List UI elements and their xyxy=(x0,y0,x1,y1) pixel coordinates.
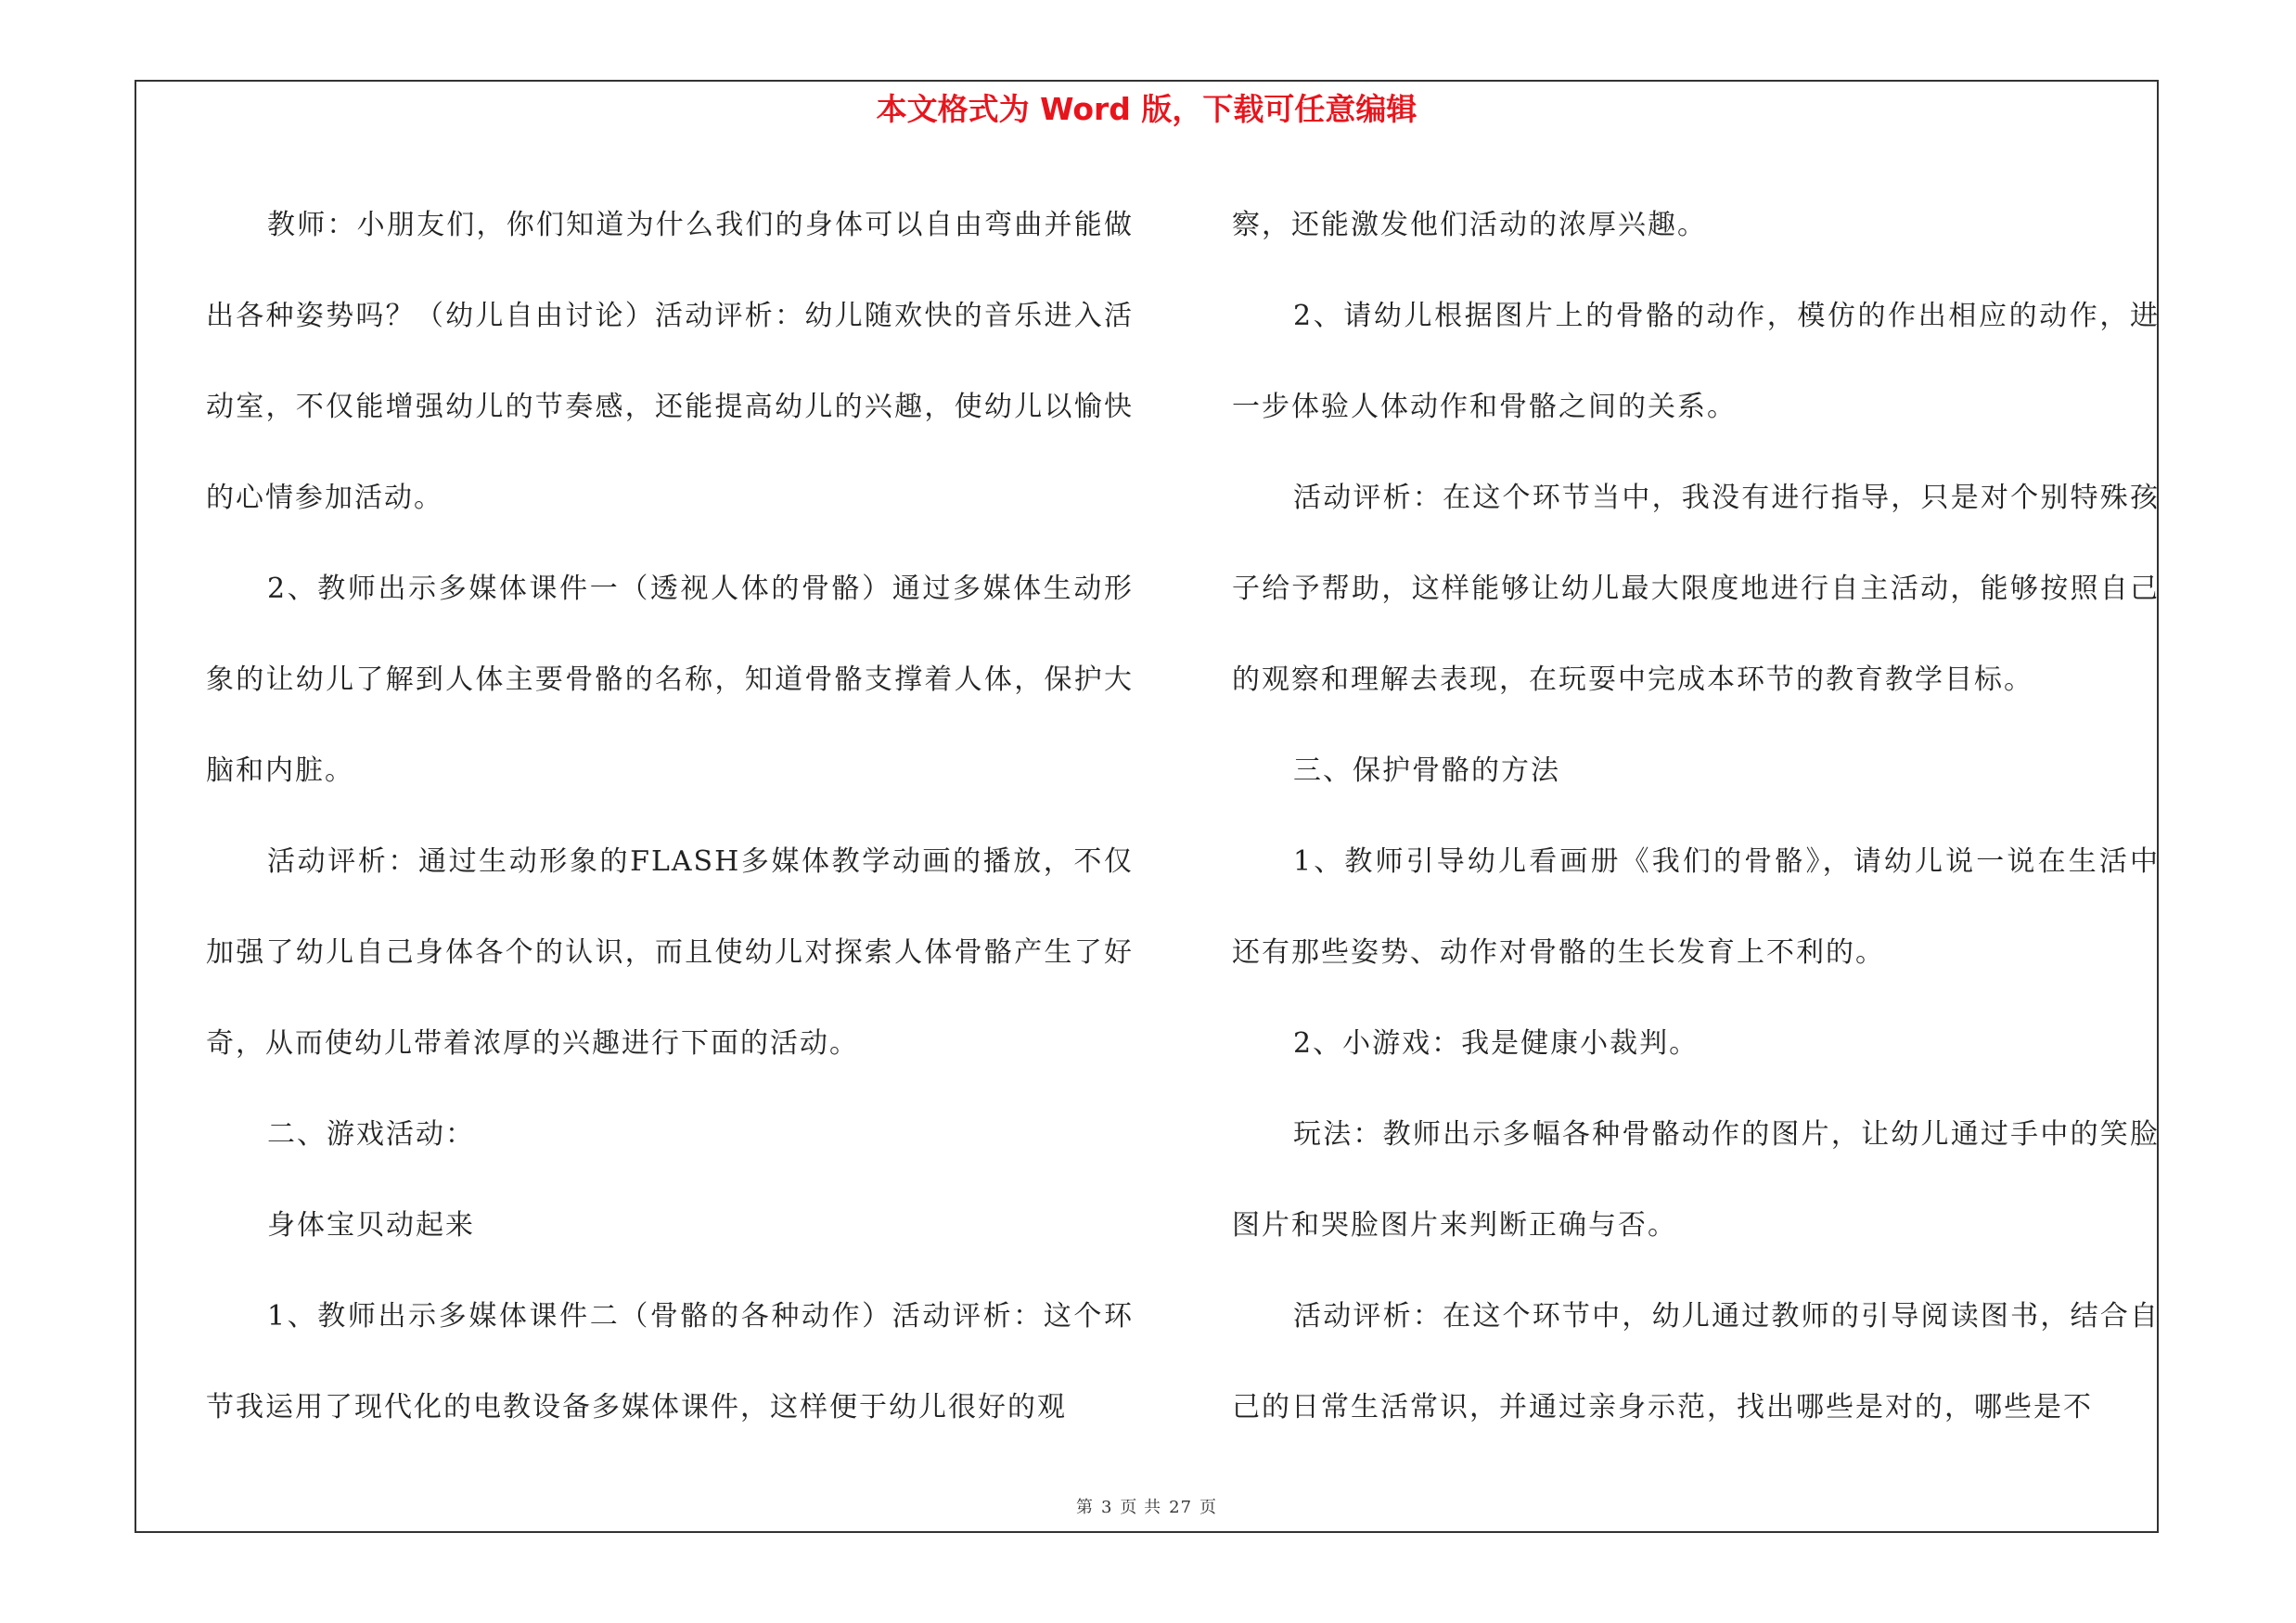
paragraph: 2、请幼儿根据图片上的骨骼的动作，模仿的作出相应的动作，进一步体验人体动作和骨骼之间的关系。 xyxy=(1232,300,2160,423)
footer-middle: 页 共 xyxy=(1120,1498,1162,1517)
paragraph: 玩法：教师出示多幅各种骨骼动作的图片，让幼儿通过手中的笑脸图片和哭脸图片来判断正确与否。 xyxy=(1232,1118,2160,1242)
paragraph: 教师：小朋友们，你们知道为什么我们的身体可以自由弯曲并能做出各种姿势吗？（幼儿自由讨论）活动评析：幼儿随欢快的音乐进入活动室，不仅能增强幼儿的节奏感，还能提高幼儿的兴趣，使幼儿以愉快的心情参加活动。 xyxy=(206,209,1134,514)
paragraph: 活动评析：在这个环节当中，我没有进行指导，只是对个别特殊孩子给予帮助，这样能够让幼儿最大限度地进行自主活动，能够按照自己的观察和理解去表现，在玩耍中完成本环节的教育教学目标。 xyxy=(1232,482,2160,696)
paragraph: 2、教师出示多媒体课件一（透视人体的骨骼）通过多媒体生动形象的让幼儿了解到人体主要骨骼的名称，知道骨骼支撑着人体，保护大脑和内脏。 xyxy=(206,573,1134,787)
total-page-count: 27 xyxy=(1169,1498,1193,1517)
page-footer xyxy=(135,1494,2159,1518)
paragraph: 1、教师引导幼儿看画册《我们的骨骼》，请幼儿说一说在生活中还有那些姿势、动作对骨骼的生长发育上不利的。 xyxy=(1232,845,2160,969)
subheading: 身体宝贝动起来 xyxy=(267,1209,475,1242)
paragraph-continued: 察，还能激发他们活动的浓厚兴趣。 xyxy=(1232,209,1707,241)
section-heading: 二、游戏活动： xyxy=(267,1118,475,1151)
left-column xyxy=(206,180,1134,1453)
section-heading: 三、保护骨骼的方法 xyxy=(1293,754,1560,787)
paragraph: 1、教师出示多媒体课件二（骨骼的各种动作）活动评析：这个环节我运用了现代化的电教设备多媒体课件，这样便于幼儿很好的观 xyxy=(206,1300,1134,1423)
paragraph: 2、小游戏：我是健康小裁判。 xyxy=(1293,1027,1700,1060)
right-column xyxy=(1232,180,2160,1453)
header-banner: 本文格式为 Word 版，下载可任意编辑 xyxy=(876,91,1417,127)
footer-suffix: 页 xyxy=(1199,1498,1218,1517)
paragraph: 活动评析：在这个环节中，幼儿通过教师的引导阅读图书，结合自己的日常生活常识，并通过亲身示范，找出哪些是对的，哪些是不 xyxy=(1232,1300,2160,1423)
paragraph: 活动评析：通过生动形象的FLASH多媒体教学动画的播放，不仅加强了幼儿自己身体各个的认识，而且使幼儿对探索人体骨骼产生了好奇，从而使幼儿带着浓厚的兴趣进行下面的活动。 xyxy=(206,845,1134,1060)
footer-prefix: 第 xyxy=(1075,1498,1094,1517)
current-page-number: 3 xyxy=(1100,1498,1113,1517)
